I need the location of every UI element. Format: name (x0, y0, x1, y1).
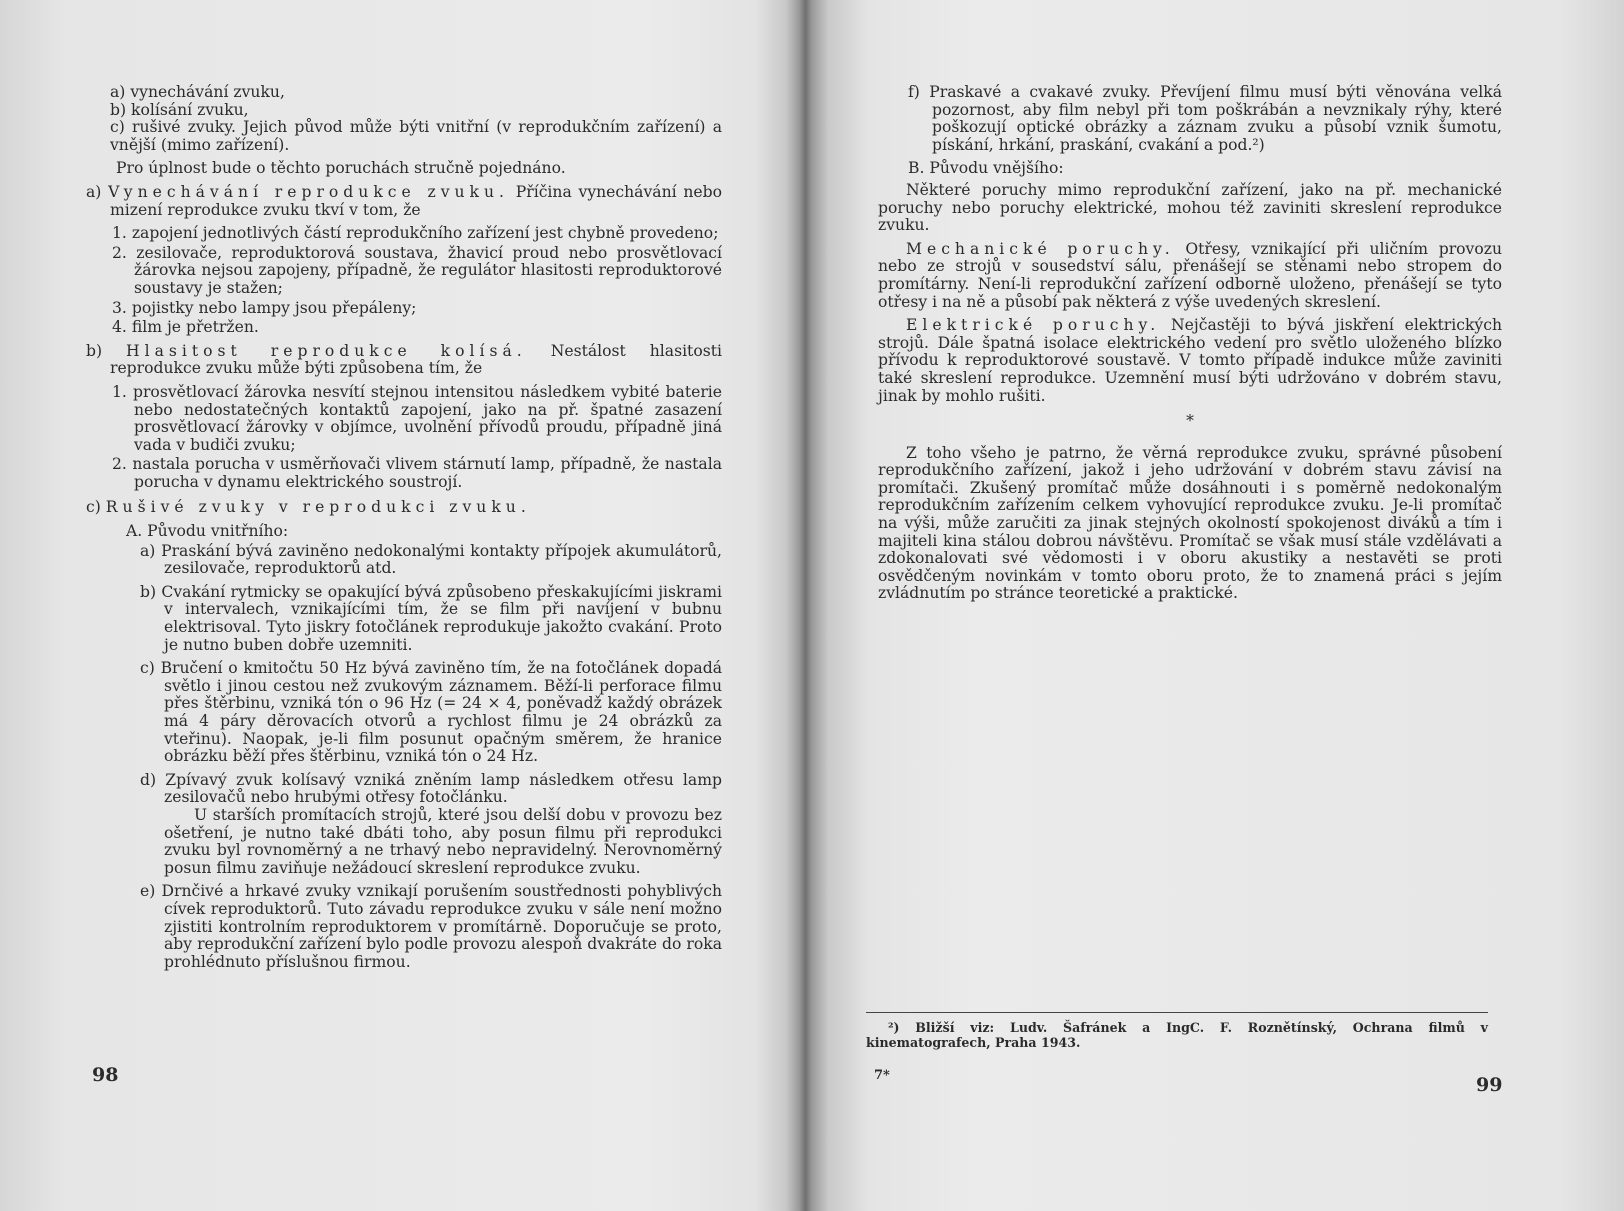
paragraph: Některé poruchy mimo reprodukční zařízení, jako na př. mechanické poruchy nebo poruchy elektrické, mohou též zaviniti skreslení reprodukce zvuku. (878, 180, 1502, 235)
heading-label: b) (86, 341, 103, 360)
heading-spaced-title: Vynechávání reprodukce zvuku. (108, 182, 510, 201)
list-item: a) vynechávání zvuku, (110, 83, 285, 101)
list-item: 4. film je přetržen. (112, 318, 259, 337)
paragraph-text: Otřesy, vznikající při uličním provozu nebo ze strojů v sousedství sálu, přenášejí se stěnami nebo stropem do promítárny. Není-li reprodukční zařízení odborně uloženo, přenášejí se tyto otřesy i na ně a působí pak některá z výše uvedených skreslení. (878, 239, 1502, 311)
list-item: 1. zapojení jednotlivých částí reprodukčního zařízení jest chybně provedeno; (112, 224, 719, 243)
heading-text: Nestálost hlasitosti reprodukce zvuku může býti způsobena tím, že (110, 341, 722, 378)
section-heading-b (86, 343, 722, 378)
paragraph: U starších promítacích strojů, které jsou delší dobu v provozu bez ošetření, je nutno také dbáti toho, aby posun filmu při reprodukci zvuku byl rovnoměrný a ne trhavý nebo nepravidelný. Nerovnoměrný posun filmu zaviňuje nežádoucí skreslení reprodukce zvuku. (164, 805, 722, 877)
paragraph: Pro úplnost bude o těchto poruchách stručně pojednáno. (116, 159, 566, 178)
list-item: b) kolísání zvuku, (110, 100, 249, 119)
subsection-heading: A. Původu vnitřního: (126, 522, 289, 541)
heading-label: a) (86, 182, 102, 201)
list-item: f) Praskavé a cvakavé zvuky. Převíjení filmu musí býti věnována velká pozornost, aby film nebyl při tom poškrábán a nevznikaly rýhy, které poškozují optické obrázky a záznam zvuku a působí vznik šumotu, pískání, hrkání, praskání, cvakání a pod.²) (908, 83, 1502, 154)
list-item: e) Drnčivé a hrkavé zvuky vznikají porušením soustřednosti pohyblivých cívek reproduktorů. Tuto závadu reprodukce zvuku v sále není možno zjistiti kontrolním reproduktorem v promítárně. Doporučuje se proto, aby reprodukční zařízení bylo podle provozu alespoň dvakráte do roka prohlédnuto příslušnou firmou. (140, 882, 722, 971)
page-number: 99 (1476, 1074, 1503, 1096)
signature-mark: 7* (874, 1068, 890, 1083)
spaced-title: Elektrické poruchy. (906, 316, 1161, 335)
paragraph-text: Nejčastěji to bývá jiskření elektrických strojů. Dále špatná isolace elektrického vedení pro světlo uloženého blízko přívodu k reproduktorové soustavě. V tomto případě indukce může zaviniti také skreslení reprodukce. Uzemnění musí býti udržováno v dobrém stavu, jinak by mohlo rušiti. (878, 316, 1503, 405)
list-item: a) Praskání bývá zaviněno nedokonalými kontakty přípojek akumulátorů, zesilovače, reproduktorů atd. (140, 541, 722, 578)
paragraph-electrical (878, 317, 1502, 405)
right-text-column (878, 84, 1502, 609)
left-page (0, 0, 790, 1211)
footnote: ²) Bližší viz: Ludv. Šafránek a IngC. F. Roznětínský, Ochrana filmů v kinematografech, Praha 1943. (866, 1020, 1488, 1050)
heading-spaced-title: Rušivé zvuky v reprodukci zvuku. (105, 498, 531, 517)
page-number: 98 (92, 1064, 119, 1086)
section-heading-a (86, 184, 722, 219)
paragraph-mechanical (878, 241, 1502, 311)
list-item: 3. pojistky nebo lampy jsou přepáleny; (112, 298, 417, 317)
list-item: c) rušivé zvuky. Jejich původ může býti vnitřní (v reprodukčním zařízení) a vnější (mimo zařízení). (110, 118, 722, 154)
list-item: 1. prosvětlovací žárovka nesvítí stejnou intensitou následkem vybité baterie nebo nedostatečných kontaktů zapojení, jako na př. špatné zasazení prosvětlovací žárovky v objímce, uvolnění přívodů proudu, případně jiná vada v budiči zvuku; (112, 382, 722, 454)
heading-label: c) (86, 498, 101, 517)
heading-text: Příčina vynechávání nebo mizení reprodukce zvuku tkví v tom, že (110, 182, 722, 219)
section-separator: * (1186, 412, 1194, 431)
list-item: 2. zesilovače, reproduktorová soustava, žhavicí proud nebo prosvětlovací žárovka nejsou zapojeny, případně, že regulátor hlasitosti reproduktorové soustavy je stažen; (112, 243, 722, 297)
footnote-rule (866, 1012, 1488, 1013)
list-item: 2. nastala porucha v usměrňovači vlivem stárnutí lamp, případně, že nastala porucha v dynamu elektrického soustrojí. (112, 455, 722, 491)
spaced-title: Mechanické poruchy. (906, 239, 1175, 258)
section-heading-c (86, 499, 722, 517)
list-item: d) Zpívavý zvuk kolísavý vzniká zněním lamp následkem otřesu lamp zesilovačů nebo hrubými otřesy fotočlánku. (140, 770, 722, 807)
right-page (830, 0, 1624, 1211)
paragraph: Z toho všeho je patrno, že věrná reprodukce zvuku, správné působení reprodukčního zařízení, jakož i jeho udržování v dobrém stavu závisí na promítači. Zkušený promítač může dosáhnouti i s poměrně nedokonalým reprodukčním zařízením celkem vyhovující reprodukce zvuku. Je-li promítač na výši, může zaručiti za jinak stejných okolností spokojenost diváků a tím i majiteli kina stálou dobrou návštěvu. Promítač se však musí stále vzdělávati a zdokonalovati své vědomosti i v oboru akustiky a nestavěti se proti osvědčeným novinkám v tomto oboru proto, že to znamená práci s jejím zvládnutím po stránce teoretické a praktické. (878, 443, 1502, 603)
subsection-heading: B. Původu vnějšího: (908, 159, 1064, 178)
heading-spaced-title: Hlasitost reprodukce kolísá. (126, 341, 527, 360)
left-text-column (86, 84, 722, 977)
list-item: c) Bručení o kmitočtu 50 Hz bývá zaviněno tím, že na fotočlánek dopadá světlo i jinou cestou než zvukovým záznamem. Běží-li perforace filmu přes štěrbinu, vzniká tón o 96 Hz (= 24 × 4, poněvadž každý obrázek má 4 páry děrovacích otvorů a rychlost filmu je 24 obrázků za vteřinu). Naopak, je-li film posunut opačným směrem, že hranice obrázku běží přes štěrbinu, vzniká tón o 24 Hz. (140, 659, 722, 766)
list-item: b) Cvakání rytmicky se opakující bývá způsobeno přeskakujícími jiskrami v intervalech, vznikajícími tím, že se film při navíjení v bubnu elektrisoval. Tyto jiskry fotočlánek reprodukuje jakožto cvakání. Proto je nutno buben dobře uzemniti. (140, 582, 722, 654)
